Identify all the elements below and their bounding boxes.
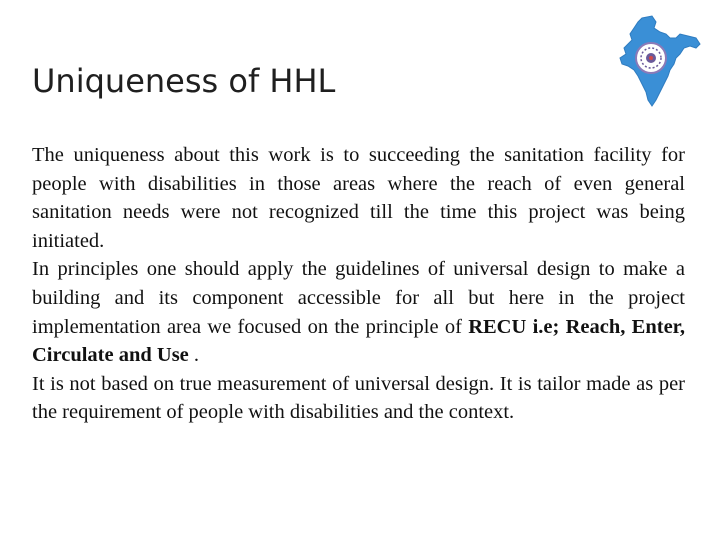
paragraph-2-end: . bbox=[188, 344, 200, 367]
india-map-logo-icon bbox=[618, 14, 702, 110]
paragraph-1: The uniqueness about this work is to succeeding the sanitation facility for people with disabilities in those areas where the reach of even general sanitation needs were not recognized till the time this project was being initiated. bbox=[32, 144, 685, 252]
body-text bbox=[32, 141, 685, 427]
emblem-core bbox=[649, 56, 653, 60]
slide-title: Uniqueness of HHL bbox=[32, 62, 336, 100]
paragraph-2 bbox=[32, 255, 685, 369]
paragraph-2-text: In principles one should apply the guidelines of universal design to make a building and its component accessible for all but here in the project implementation area we focused on the principle of bbox=[32, 258, 685, 338]
paragraph-3: It is not based on true measurement of universal design. It is tailor made as per the requirement of people with disabilities and the context. bbox=[32, 372, 685, 424]
recu-principle: RECU i.e; Reach, Enter, Circulate and Use bbox=[32, 315, 686, 367]
